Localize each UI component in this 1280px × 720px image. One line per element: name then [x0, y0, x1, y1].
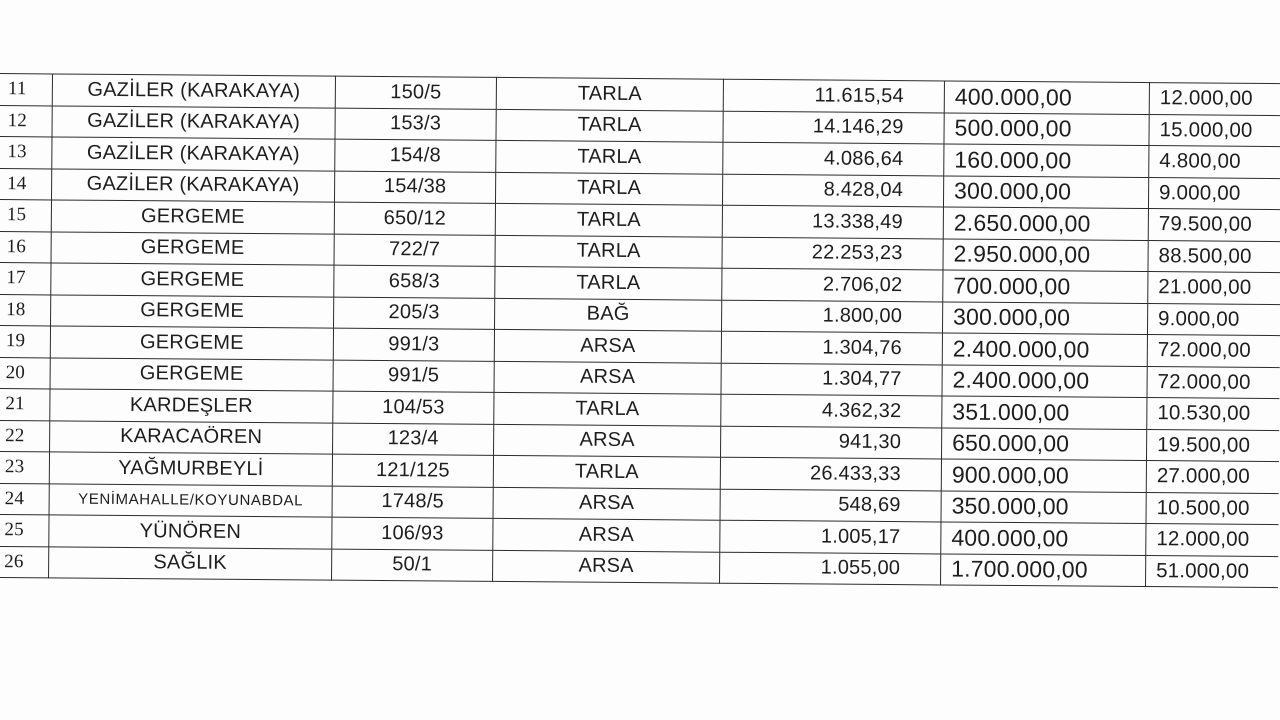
location-name: YENİMAHALLE/KOYUNABDAL: [49, 483, 332, 517]
parcel-number: 50/1: [332, 549, 493, 582]
row-number: 24: [0, 483, 49, 515]
property-type: ARSA: [493, 518, 720, 551]
estimated-value: 351.000,00: [942, 396, 1147, 429]
area-value: 548,69: [720, 489, 941, 522]
area-value: 1.005,17: [720, 520, 941, 553]
row-number: 11: [0, 73, 52, 105]
property-type: ARSA: [493, 550, 720, 583]
deposit-amount: 72.000,00: [1147, 366, 1280, 399]
property-type: TARLA: [495, 203, 722, 236]
location-name: SAĞLIK: [49, 546, 332, 580]
area-value: 941,30: [721, 426, 942, 459]
table-body: [0, 73, 1280, 587]
area-value: 1.800,00: [721, 300, 942, 333]
deposit-amount: 72.000,00: [1147, 335, 1280, 368]
row-number: 25: [0, 514, 49, 546]
property-type: BAĞ: [495, 298, 722, 331]
row-number: 20: [0, 357, 50, 389]
location-name: YAĞMURBEYLİ: [49, 452, 332, 486]
location-name: YÜNÖREN: [49, 515, 332, 549]
property-type: ARSA: [493, 487, 720, 520]
deposit-amount: 19.500,00: [1146, 429, 1279, 462]
estimated-value: 700.000,00: [943, 270, 1148, 303]
area-value: 2.706,02: [722, 268, 943, 301]
row-number: 17: [0, 262, 51, 294]
deposit-amount: 9.000,00: [1148, 177, 1280, 210]
location-name: KARACAÖREN: [50, 420, 333, 454]
estimated-value: 2.400.000,00: [942, 364, 1147, 397]
location-name: GERGEME: [50, 326, 333, 360]
area-value: 4.362,32: [721, 394, 942, 427]
estimated-value: 400.000,00: [941, 522, 1146, 555]
property-type: ARSA: [494, 329, 721, 362]
parcel-number: 153/3: [335, 108, 496, 141]
property-type: TARLA: [496, 77, 723, 110]
deposit-amount: 10.500,00: [1146, 492, 1279, 525]
estimated-value: 650.000,00: [941, 427, 1146, 460]
area-value: 1.304,77: [721, 363, 942, 396]
deposit-amount: 21.000,00: [1148, 272, 1280, 305]
estimated-value: 300.000,00: [943, 175, 1148, 208]
area-value: 4.086,64: [723, 142, 944, 175]
row-number: 13: [0, 136, 52, 168]
parcel-number: 205/3: [334, 297, 495, 330]
parcel-number: 991/5: [333, 360, 494, 393]
row-number: 21: [0, 388, 50, 420]
property-type: TARLA: [495, 235, 722, 268]
location-name: GERGEME: [51, 294, 334, 328]
parcel-number: 123/4: [333, 423, 494, 456]
property-type: ARSA: [494, 361, 721, 394]
area-value: 26.433,33: [720, 457, 941, 490]
deposit-amount: 79.500,00: [1148, 209, 1280, 242]
area-value: 22.253,23: [722, 237, 943, 270]
area-value: 13.338,49: [722, 205, 943, 238]
location-name: GERGEME: [50, 357, 333, 391]
row-number: 19: [0, 325, 51, 357]
location-name: GERGEME: [51, 263, 334, 297]
property-type: TARLA: [495, 172, 722, 205]
location-name: GAZİLER (KARAKAYA): [52, 74, 335, 108]
deposit-amount: 88.500,00: [1148, 240, 1280, 273]
row-number: 23: [0, 451, 50, 483]
deposit-amount: 10.530,00: [1147, 398, 1280, 431]
parcel-number: 121/125: [332, 454, 493, 487]
property-type: TARLA: [496, 140, 723, 173]
parcel-number: 722/7: [334, 234, 495, 267]
estimated-value: 500.000,00: [944, 112, 1149, 145]
area-value: 1.304,76: [721, 331, 942, 364]
parcel-number: 154/38: [334, 171, 495, 204]
parcel-number: 1748/5: [332, 486, 493, 519]
deposit-amount: 4.800,00: [1149, 146, 1280, 179]
deposit-amount: 12.000,00: [1149, 83, 1280, 116]
area-value: 14.146,29: [723, 111, 944, 144]
property-type: TARLA: [493, 455, 720, 488]
row-number: 18: [0, 294, 51, 326]
row-number: 26: [0, 546, 49, 578]
parcel-number: 150/5: [335, 76, 496, 109]
location-name: GERGEME: [51, 200, 334, 234]
location-name: KARDEŞLER: [50, 389, 333, 423]
property-type: ARSA: [494, 424, 721, 457]
row-number: 12: [0, 105, 52, 137]
parcel-number: 106/93: [332, 517, 493, 550]
estimated-value: 160.000,00: [944, 144, 1149, 177]
deposit-amount: 27.000,00: [1146, 461, 1279, 494]
property-type: TARLA: [494, 392, 721, 425]
parcel-number: 991/3: [333, 328, 494, 361]
parcel-number: 650/12: [334, 202, 495, 235]
location-name: GAZİLER (KARAKAYA): [52, 105, 335, 139]
property-type: TARLA: [496, 109, 723, 142]
estimated-value: 400.000,00: [944, 81, 1149, 114]
estimated-value: 300.000,00: [942, 301, 1147, 334]
area-value: 8.428,04: [722, 174, 943, 207]
property-table: [0, 73, 1280, 588]
parcel-number: 104/53: [333, 391, 494, 424]
area-value: 1.055,00: [720, 552, 941, 585]
location-name: GAZİLER (KARAKAYA): [52, 168, 335, 202]
parcel-number: 154/8: [335, 139, 496, 172]
location-name: GAZİLER (KARAKAYA): [52, 137, 335, 171]
property-type: TARLA: [495, 266, 722, 299]
estimated-value: 2.400.000,00: [942, 333, 1147, 366]
deposit-amount: 51.000,00: [1146, 555, 1279, 588]
row-number: 16: [0, 231, 51, 263]
estimated-value: 900.000,00: [941, 459, 1146, 492]
row-number: 22: [0, 420, 50, 452]
area-value: 11.615,54: [723, 79, 944, 112]
estimated-value: 350.000,00: [941, 490, 1146, 523]
parcel-number: 658/3: [334, 265, 495, 298]
estimated-value: 2.650.000,00: [943, 207, 1148, 240]
estimated-value: 2.950.000,00: [943, 238, 1148, 271]
row-number: 15: [0, 199, 52, 231]
location-name: GERGEME: [51, 231, 334, 265]
deposit-amount: 9.000,00: [1147, 303, 1280, 336]
deposit-amount: 15.000,00: [1149, 114, 1280, 147]
deposit-amount: 12.000,00: [1146, 524, 1279, 557]
row-number: 14: [0, 168, 52, 200]
estimated-value: 1.700.000,00: [941, 553, 1146, 586]
